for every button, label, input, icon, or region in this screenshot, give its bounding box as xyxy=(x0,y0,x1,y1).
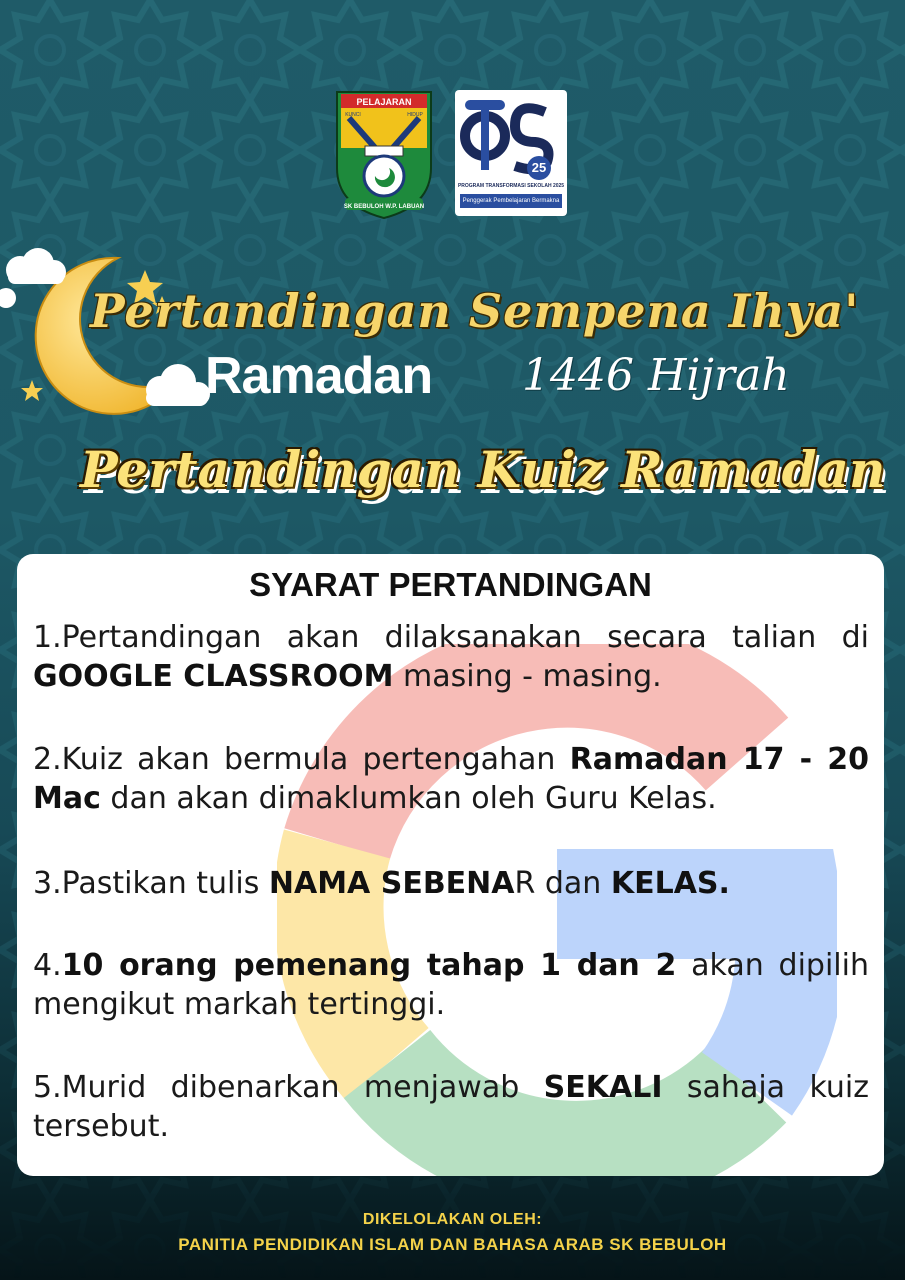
school-logo-bottom-text: SK BEBULOH W.P. LABUAN xyxy=(343,204,425,210)
rule-item-2 xyxy=(33,740,869,818)
school-logo-top-text: PELAJARAN xyxy=(356,97,412,107)
event-title-line1: Pertandingan Sempena Ihya' xyxy=(90,284,860,338)
quiz-title: Pertandingan Kuiz Ramadan xyxy=(80,440,886,499)
rule-text: 2.Kuiz akan bermula pertengahan xyxy=(33,742,570,777)
ts-tagline: Penggerak Pembelajaran Bermakna xyxy=(460,194,562,208)
rule-item-5 xyxy=(33,1068,869,1146)
school-logo-right-text: HIDUP xyxy=(407,112,423,118)
event-title-hijrah: 1446 Hijrah xyxy=(522,350,790,401)
cloud-icon xyxy=(0,288,16,308)
rule-text: 5.Murid dibenarkan menjawab xyxy=(33,1070,544,1105)
rule-emphasis: NAMA SEBENA xyxy=(268,866,515,901)
rule-text: R dan xyxy=(514,866,611,901)
school-crest-logo xyxy=(331,88,437,220)
organizer-name: PANITIA PENDIDIKAN ISLAM DAN BAHASA ARAB SK BEBULOH xyxy=(178,1235,727,1254)
rule-item-1 xyxy=(33,618,869,696)
cloud-icon xyxy=(6,248,66,284)
star-icon xyxy=(21,380,43,401)
ts25-logo xyxy=(455,90,567,216)
rule-emphasis: Ramadan 17 - 20 Mac xyxy=(33,742,869,816)
rules-title: SYARAT PERTANDINGAN xyxy=(249,566,652,603)
rule-text: sahaja kuiz tersebut. xyxy=(33,1070,869,1144)
rule-text: akan dipilih mengikut markah tertinggi. xyxy=(33,948,869,1022)
rule-text: 3.Pastikan tulis xyxy=(33,866,269,901)
rules-card xyxy=(17,554,884,1176)
school-logo-left-text: KUNCI xyxy=(345,112,361,118)
rule-text: dan akan dimaklumkan oleh Guru Kelas. xyxy=(100,781,717,816)
rule-text: 1.Pertandingan akan dilaksanakan secara talian di xyxy=(33,620,869,655)
ts-program-text: PROGRAM TRANSFORMASI SEKOLAH 2025 xyxy=(457,183,565,189)
rule-emphasis: KELAS. xyxy=(610,866,730,901)
rule-text: masing - masing. xyxy=(393,659,662,694)
rule-item-4 xyxy=(33,946,869,1024)
rule-emphasis: SEKALI xyxy=(543,1070,663,1105)
rule-emphasis: 10 orang pemenang tahap 1 dan 2 xyxy=(61,948,677,983)
organizer-label: DIKELOLAKAN OLEH: xyxy=(362,1211,543,1228)
ts-number-badge: 25 xyxy=(527,156,551,180)
event-title-ramadan: Ramadan xyxy=(205,347,433,405)
rule-text: 4. xyxy=(33,948,62,983)
rule-item-3 xyxy=(33,864,869,903)
cloud-icon xyxy=(146,364,210,406)
rule-emphasis: GOOGLE CLASSROOM xyxy=(33,659,394,694)
